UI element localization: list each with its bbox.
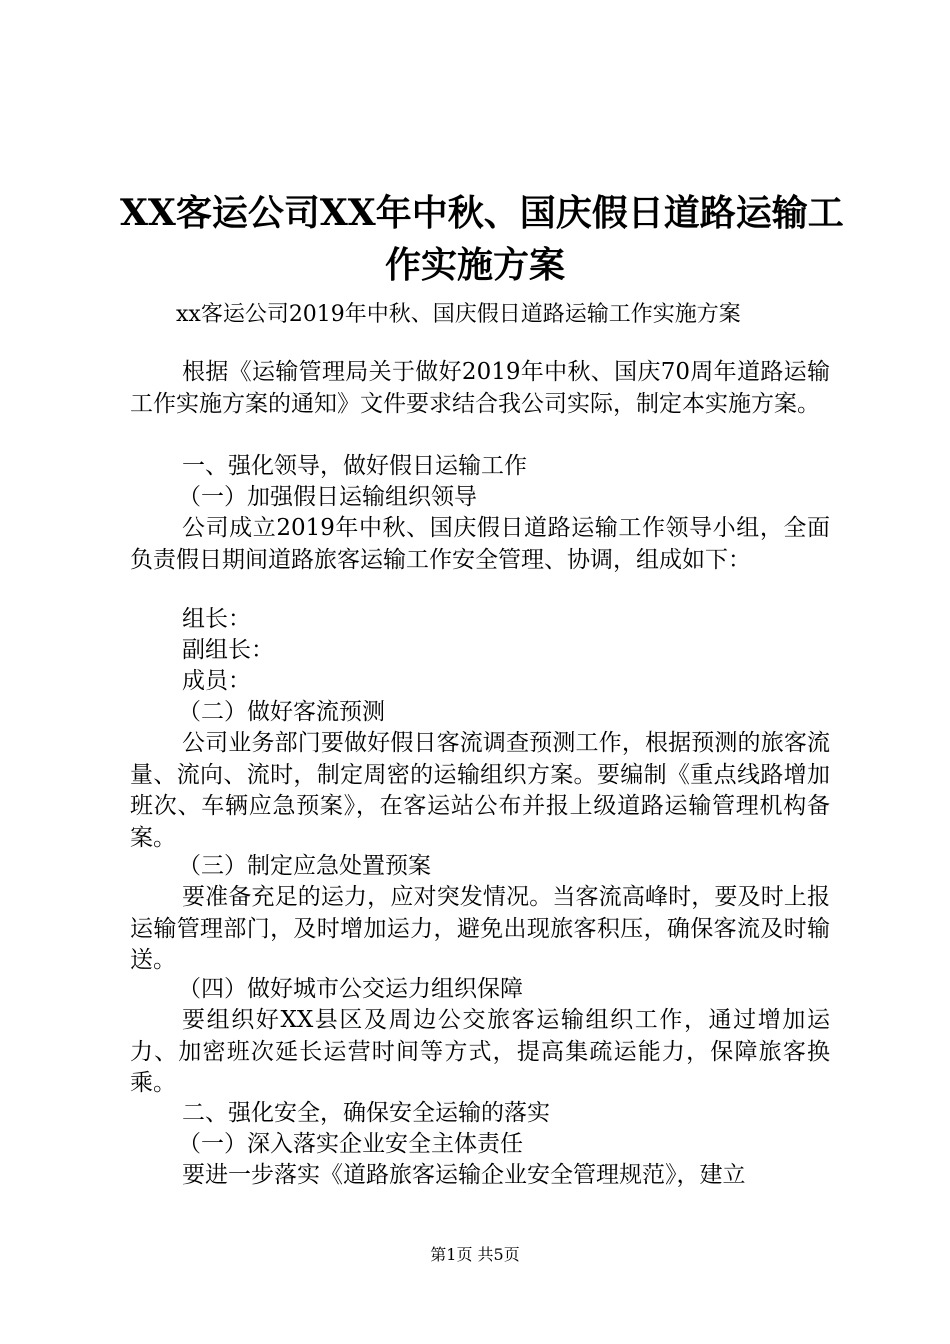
- page-number: 第1页 共5页: [430, 1245, 520, 1264]
- document-subtitle: xx客运公司2019年中秋、国庆假日道路运输工作实施方案: [176, 302, 741, 327]
- paragraph: 公司成立2019年中秋、国庆假日道路运输工作领导小组，全面负责假日期间道路旅客运输工作安全管理、协调，组成如下：: [130, 515, 830, 573]
- subsection-heading: （一）加强假日运输组织领导: [178, 484, 477, 510]
- paragraph: 公司业务部门要做好假日客流调查预测工作，根据预测的旅客流量、流向、流时，制定周密的运输组织方案。要编制《重点线路增加班次、车辆应急预案》，在客运站公布并报上级道路运输管理机构备案。: [130, 730, 830, 851]
- subsection-heading: （二）做好客流预测: [178, 699, 385, 725]
- subsection-heading: （一）深入落实企业安全主体责任: [178, 1131, 523, 1157]
- section-heading: 二、强化安全，确保安全运输的落实: [182, 1100, 550, 1126]
- list-item: 成员：: [182, 668, 251, 694]
- document-title-line1: XX客运公司XX年中秋、国庆假日道路运输工: [120, 192, 844, 234]
- paragraph: 要准备充足的运力，应对突发情况。当客流高峰时，要及时上报运输管理部门，及时增加运力，避免出现旅客积压，确保客流及时输送。: [130, 884, 830, 973]
- section-heading: 一、强化领导，做好假日运输工作: [182, 453, 527, 479]
- list-item: 组长：: [182, 606, 251, 632]
- list-item: 副组长：: [182, 637, 274, 663]
- subsection-heading: （四）做好城市公交运力组织保障: [178, 976, 523, 1002]
- paragraph: 要进一步落实《道路旅客运输企业安全管理规范》，建立: [182, 1162, 746, 1188]
- document-title-line2: 作实施方案: [384, 244, 565, 286]
- paragraph: 根据《运输管理局关于做好2019年中秋、国庆70周年道路运输工作实施方案的通知》文件要求结合我公司实际，制定本实施方案。: [130, 359, 830, 417]
- paragraph: 要组织好XX县区及周边公交旅客运输组织工作，通过增加运力、加密班次延长运营时间等方式，提高集疏运能力，保障旅客换乘。: [130, 1007, 830, 1096]
- subsection-heading: （三）制定应急处置预案: [178, 853, 431, 879]
